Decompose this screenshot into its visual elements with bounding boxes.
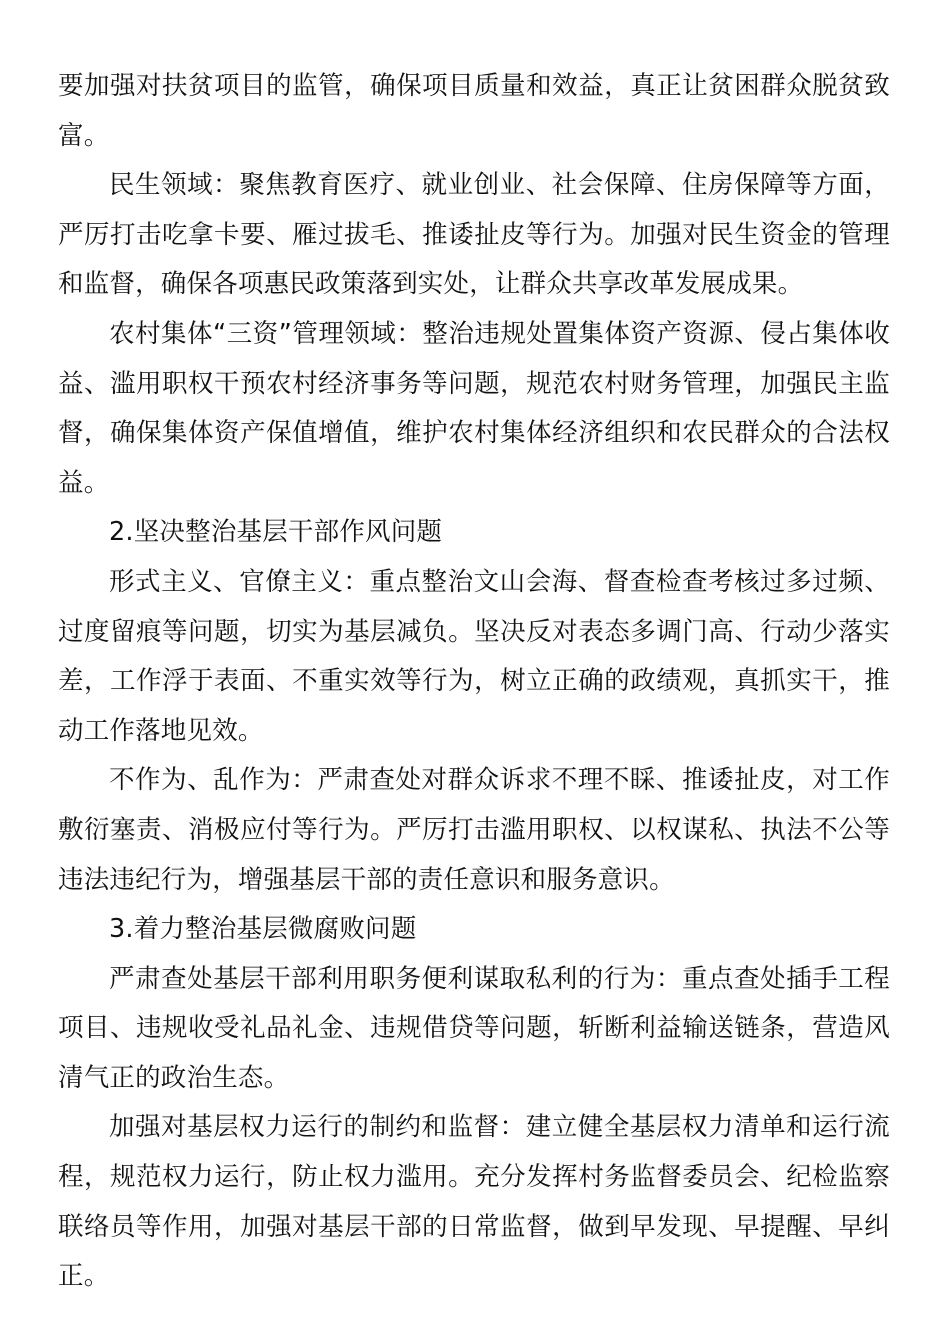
paragraph-rural-assets: 农村集体“三资”管理领域：整治违规处置集体资产资源、侵占集体收益、滥用职权干预农村经济事务等问题，规范农村财务管理，加强民主监督，确保集体资产保值增值，维护农村集体经济组织和农民群众的合法权益。	[58, 318, 890, 498]
paragraph-inaction: 不作为、乱作为：严肃查处对群众诉求不理不睬、推诿扯皮，对工作敷衍塞责、消极应付等行为。严厉打击滥用职权、以权谋私、执法不公等违法违纪行为，增强基层干部的责任意识和服务意识。	[58, 765, 890, 895]
paragraph-poverty-projects: 要加强对扶贫项目的监管，确保项目质量和效益，真正让贫困群众脱贫致富。	[58, 71, 890, 151]
paragraph-supervision: 加强对基层权力运行的制约和监督：建立健全基层权力清单和运行流程，规范权力运行，防止权力滥用。充分发挥村务监督委员会、纪检监察联络员等作用，加强对基层干部的日常监督，做到早发现、早提醒、早纠正。	[58, 1112, 890, 1292]
section-heading-3: 3.着力整治基层微腐败问题	[109, 914, 417, 945]
paragraph-livelihood: 民生领域：聚焦教育医疗、就业创业、社会保障、住房保障等方面，严厉打击吃拿卡要、雁过拔毛、推诿扯皮等行为。加强对民生资金的管理和监督，确保各项惠民政策落到实处，让群众共享改革发展成果。	[58, 170, 890, 300]
paragraph-formalism: 形式主义、官僚主义：重点整治文山会海、督查检查考核过多过频、过度留痕等问题，切实为基层减负。坚决反对表态多调门高、行动少落实差，工作浮于表面、不重实效等行为，树立正确的政绩观，真抓实干，推动工作落地见效。	[58, 566, 890, 746]
paragraph-corruption: 严肃查处基层干部利用职务便利谋取私利的行为：重点查处插手工程项目、违规收受礼品礼金、违规借贷等问题，斩断利益输送链条，营造风清气正的政治生态。	[58, 963, 890, 1093]
section-heading-2: 2.坚决整治基层干部作风问题	[109, 517, 443, 548]
